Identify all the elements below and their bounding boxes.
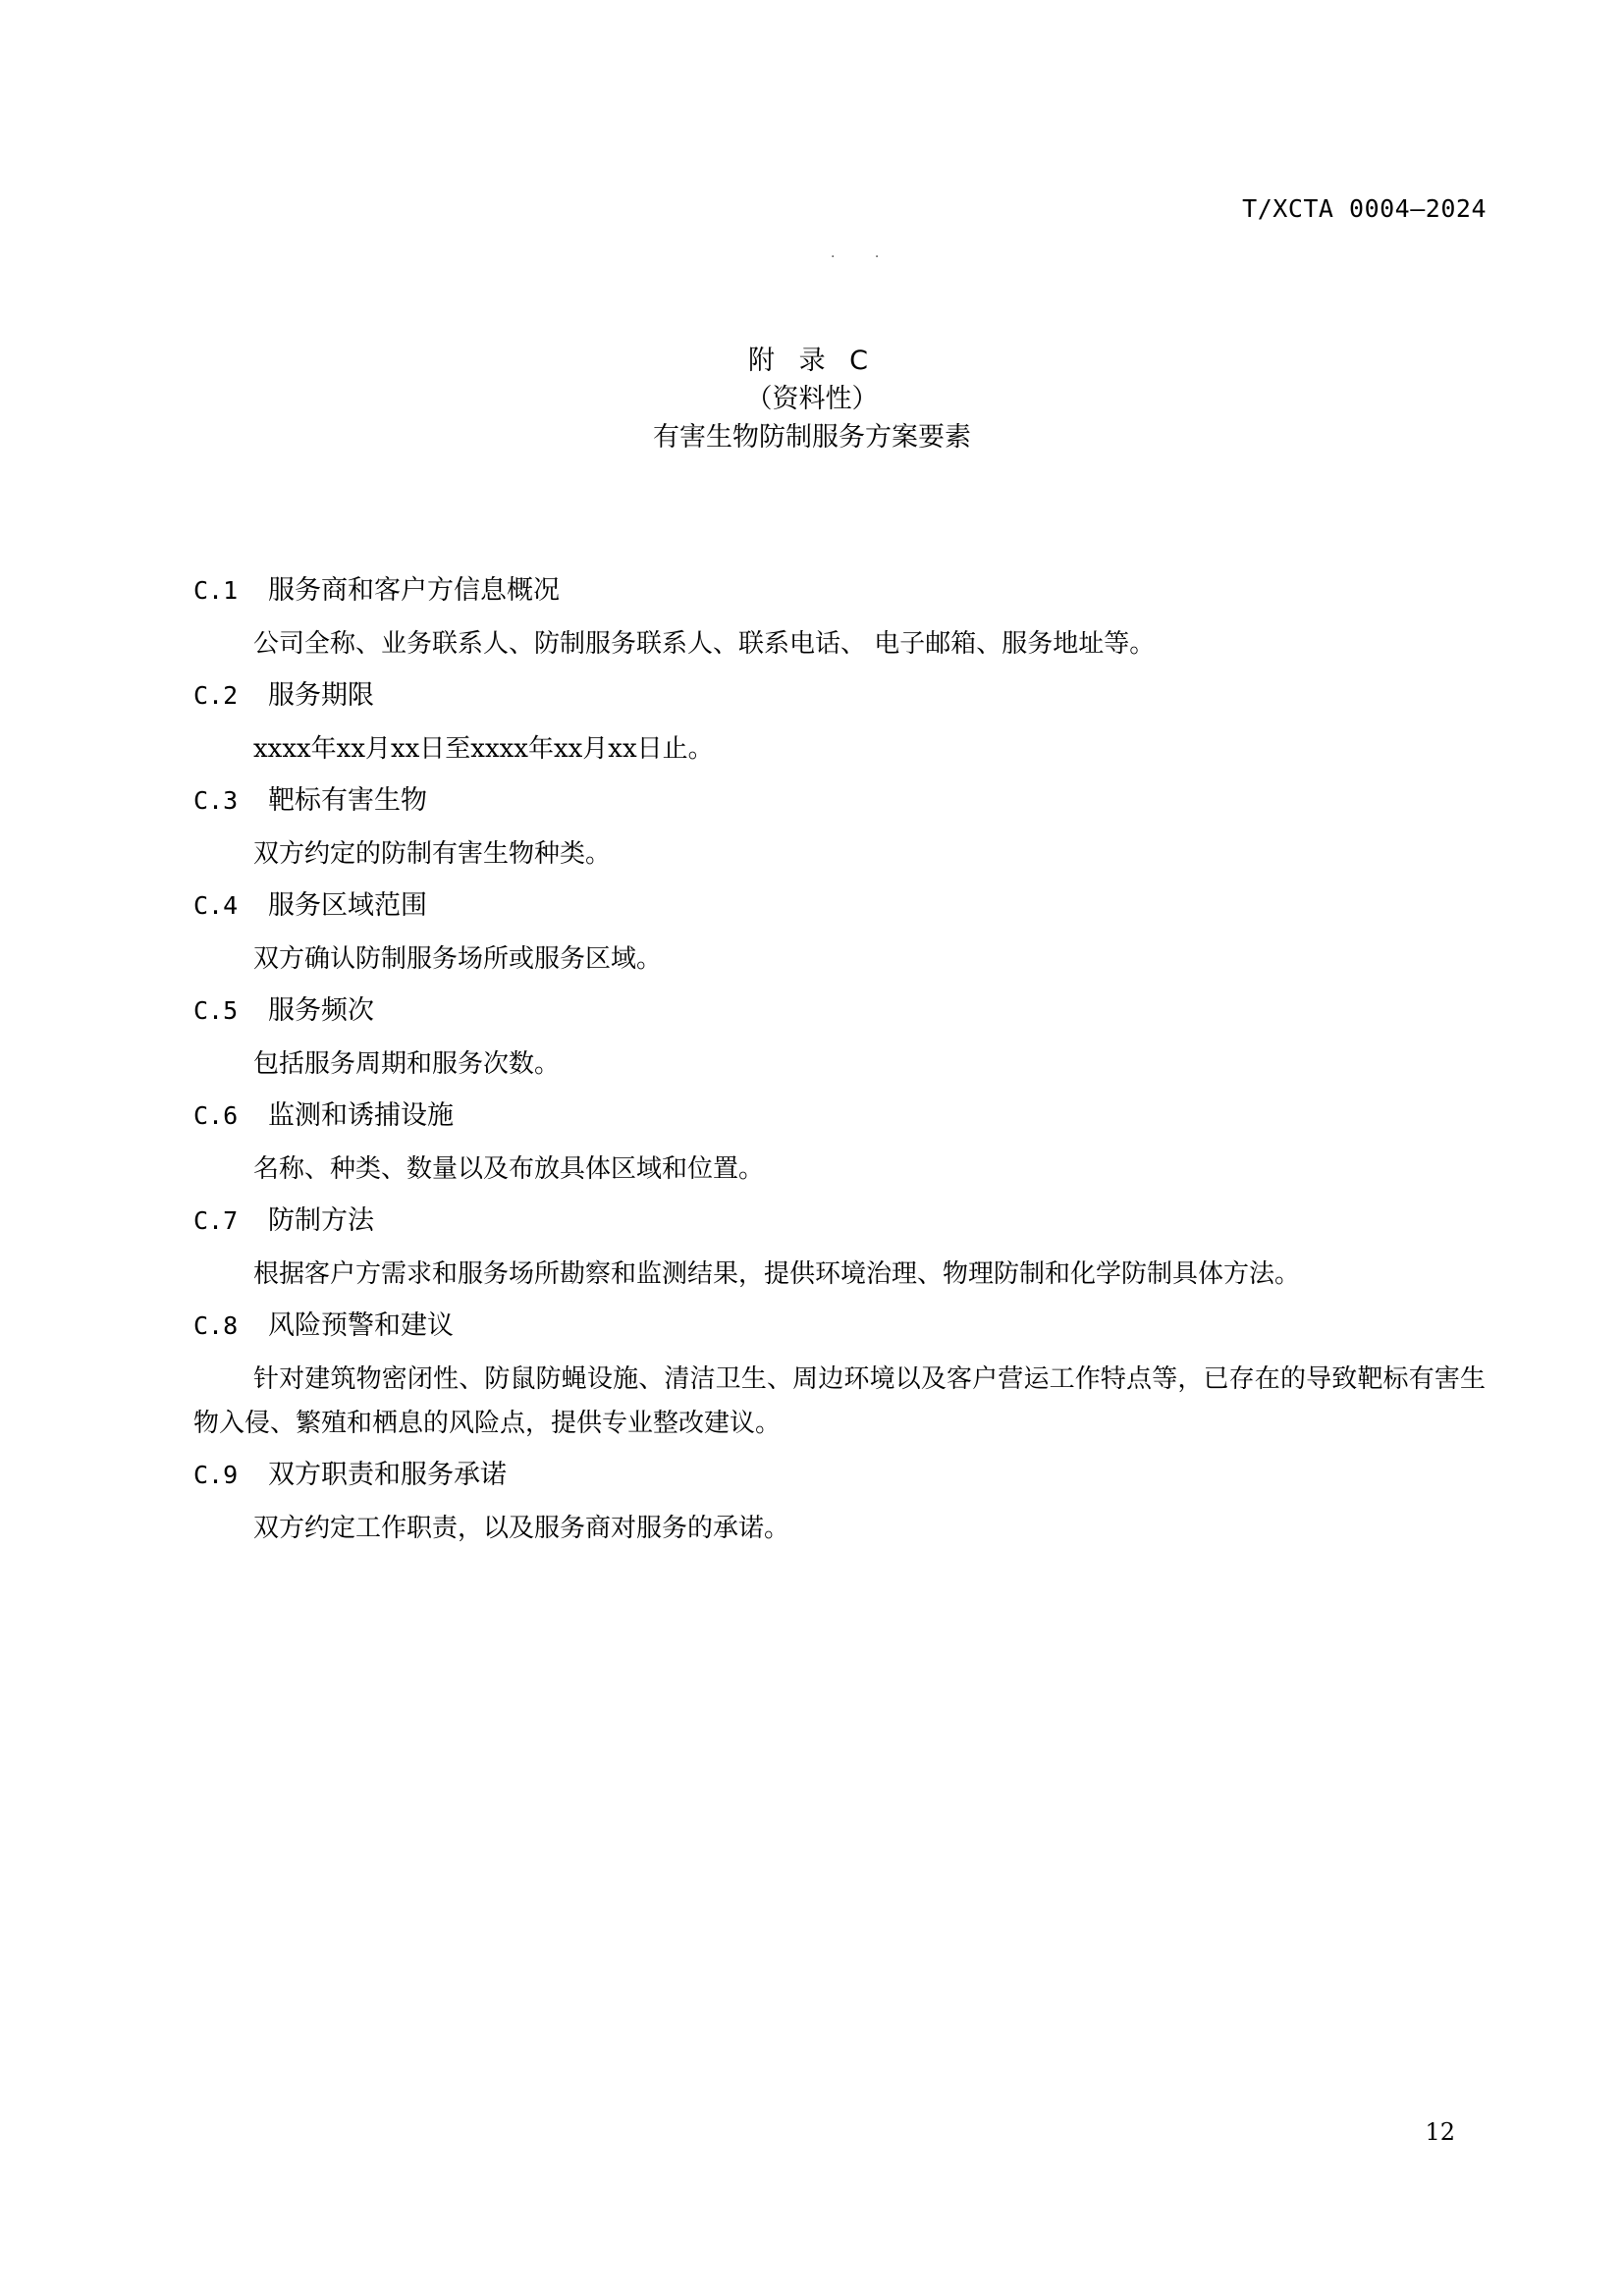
section-body: 双方确认防制服务场所或服务区域。: [253, 944, 663, 974]
section-heading: [193, 886, 1486, 926]
section-c1: [193, 571, 1486, 667]
section-body: xxxx年xx月xx日至xxxx年xx月xx日止。: [253, 734, 714, 764]
section-title: 服务频次: [268, 995, 374, 1026]
section-title: 靶标有害生物: [268, 785, 427, 816]
header-dots: · ·: [831, 249, 897, 265]
section-body: 名称、种类、数量以及布放具体区域和位置。: [253, 1154, 765, 1184]
section-number: C.7: [193, 1206, 239, 1235]
section-c6: [193, 1096, 1486, 1192]
section-heading: [193, 1096, 1486, 1136]
appendix-heading: [0, 342, 1624, 456]
section-c5: [193, 991, 1486, 1087]
section-heading: [193, 676, 1486, 716]
section-c3: [193, 781, 1486, 877]
section-body: 公司全称、业务联系人、防制服务联系人、联系电话、 电子邮箱、服务地址等。: [253, 629, 1156, 659]
section-c9: [193, 1456, 1486, 1551]
appendix-title: 有害生物防制服务方案要素: [653, 422, 971, 453]
section-body: 双方约定的防制有害生物种类。: [253, 839, 612, 869]
section-body: 包括服务周期和服务次数。: [253, 1049, 561, 1079]
section-body: 根据客户方需求和服务场所勘察和监测结果，提供环境治理、物理防制和化学防制具体方法。: [253, 1259, 1301, 1289]
appendix-label: 附 录 C: [747, 346, 877, 376]
document-content: [193, 561, 1486, 1551]
section-number: C.8: [193, 1311, 239, 1340]
section-body: 针对建筑物密闭性、防鼠防蝇设施、清洁卫生、周边环境以及客户营运工作特点等，已存在的导致靶标有害生物入侵、繁殖和栖息的风险点，提供专业整改建议。: [193, 1364, 1486, 1438]
page-number: 12: [1425, 2118, 1455, 2146]
appendix-nature: （资料性）: [745, 384, 879, 414]
section-number: C.2: [193, 681, 239, 710]
section-c2: [193, 676, 1486, 772]
standard-code: T/XCTA 0004—2024: [1242, 194, 1487, 223]
section-heading: [193, 781, 1486, 821]
section-title: 监测和诱捕设施: [268, 1100, 454, 1131]
section-heading: [193, 1307, 1486, 1346]
section-body: 双方约定工作职责，以及服务商对服务的承诺。: [253, 1514, 790, 1543]
section-number: C.5: [193, 996, 239, 1025]
section-title: 服务期限: [268, 680, 374, 711]
section-number: C.3: [193, 786, 239, 815]
section-title: 服务商和客户方信息概况: [268, 575, 560, 606]
section-c7: [193, 1201, 1486, 1297]
section-title: 防制方法: [268, 1205, 374, 1236]
section-number: C.9: [193, 1461, 239, 1489]
section-heading: [193, 571, 1486, 611]
section-heading: [193, 991, 1486, 1031]
section-title: 双方职责和服务承诺: [268, 1460, 507, 1490]
section-title: 服务区域范围: [268, 890, 427, 921]
section-number: C.6: [193, 1101, 239, 1130]
section-number: C.1: [193, 576, 239, 605]
section-c8: [193, 1307, 1486, 1446]
section-number: C.4: [193, 891, 239, 920]
section-c4: [193, 886, 1486, 982]
section-heading: [193, 1201, 1486, 1241]
section-title: 风险预警和建议: [268, 1310, 454, 1341]
section-heading: [193, 1456, 1486, 1495]
